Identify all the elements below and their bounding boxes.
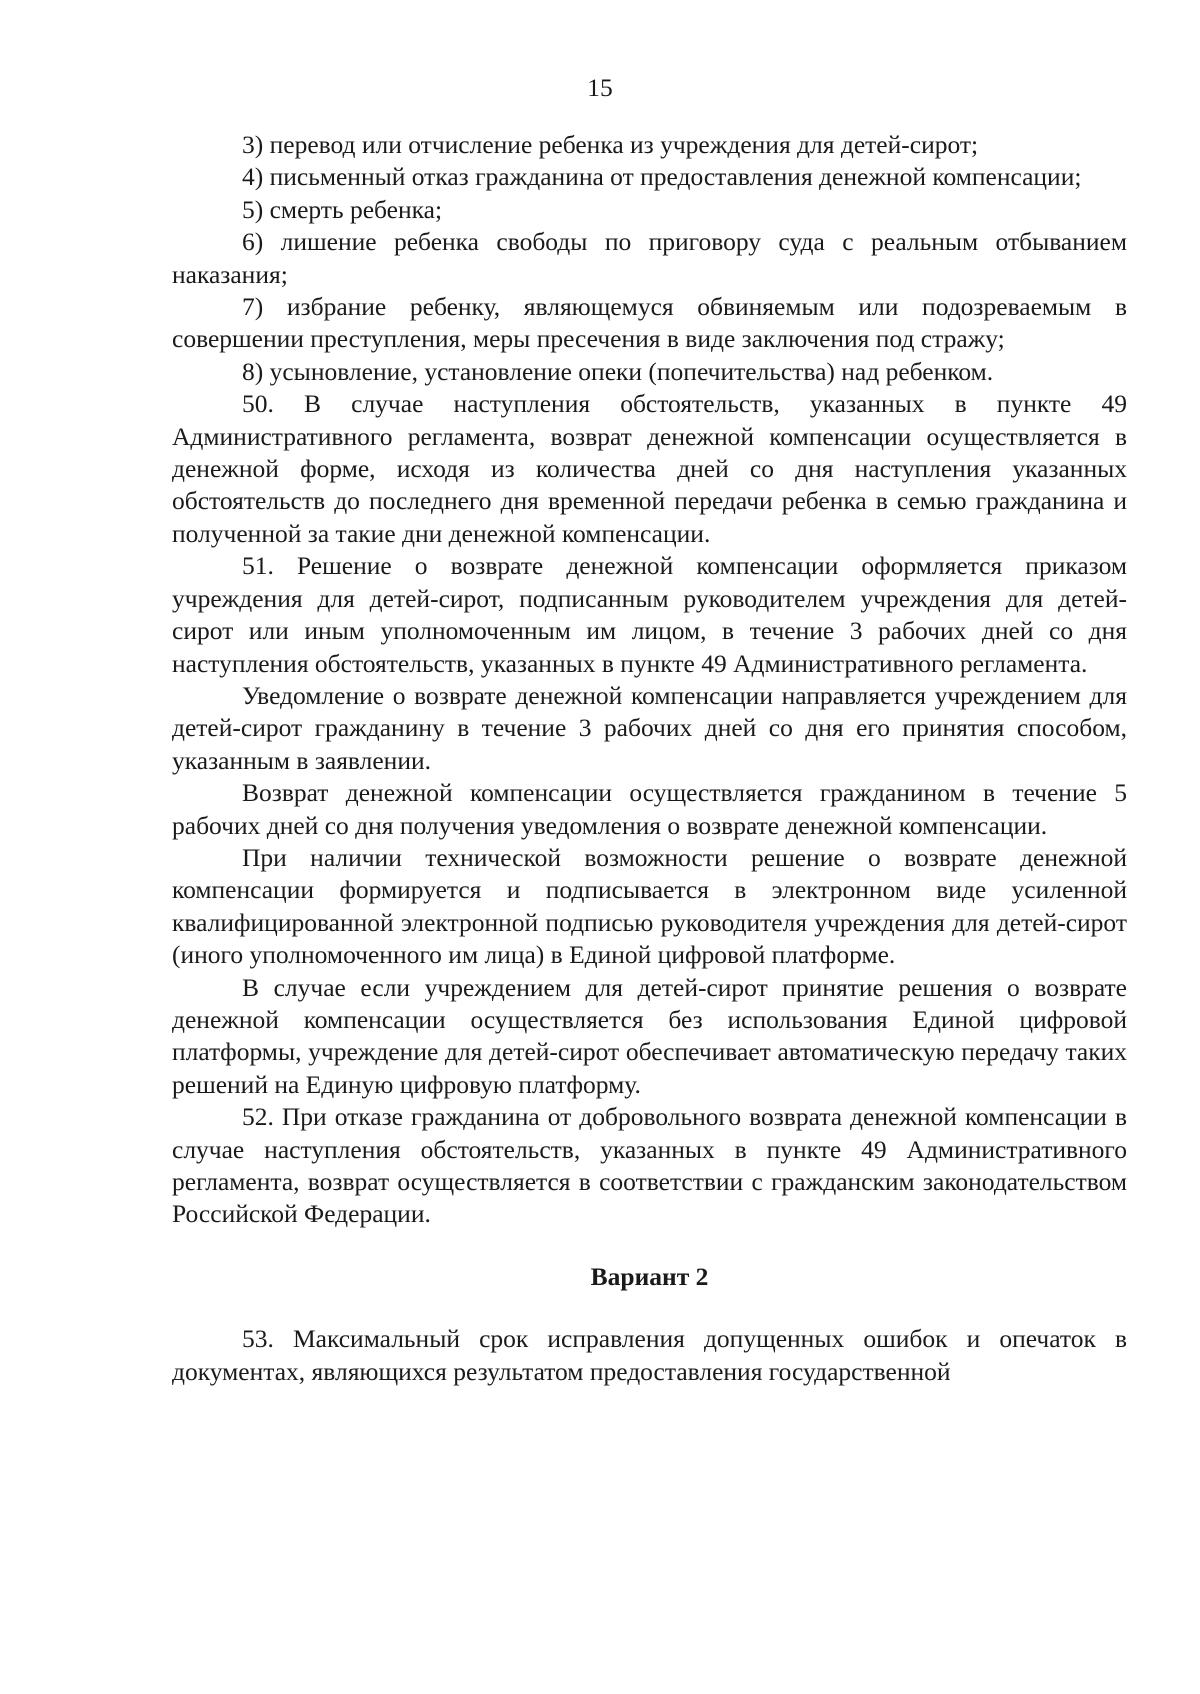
list-item-3: 3) перевод или отчисление ребенка из учреждения для детей-сирот; (242, 130, 979, 159)
list-item-6: 6) лишение ребенка свободы по приговору суда с реальным отбыванием наказания; (172, 227, 1127, 289)
paragraph-52: 52. При отказе гражданина от добровольного возврата денежной компенсации в случае наступления обстоятельств, указанных в пункте 49 Административного регламента, возврат осуществляется в соответствии с гражданским законодательством Российской Федерации. (172, 1102, 1127, 1229)
document-body (172, 129, 1127, 1388)
paragraph-51-electronic: При наличии технической возможности решение о возврате денежной компенсации формируется и подписывается в электронном виде усиленной квалифицированной электронной подписью руководителя учреждения для детей-сирот (иного уполномоченного им лица) в Единой цифровой платформе. (172, 842, 1127, 970)
list-item-4: 4) письменный отказ гражданина от предоставления денежной компенсации; (242, 162, 1082, 192)
page-number: 15 (587, 73, 613, 102)
paragraph-51: 51. Решение о возврате денежной компенсации оформляется приказом учреждения для детей-сирот, подписанным руководителем учреждения для детей-сирот или иным уполномоченным им лицом, в течение 3 рабочих дней со дня наступления обстоятельств, указанных в пункте 49 Административного регламента. (172, 551, 1127, 678)
paragraph-50: 50. В случае наступления обстоятельств, указанных в пункте 49 Административного регламента, возврат денежной компенсации осуществляется в денежной форме, исходя из количества дней со дня наступления указанных обстоятельств до последнего дня временной передачи ребенка в семью гражданина и полученной за такие дни денежной компенсации. (172, 389, 1127, 548)
paragraph-51-return: Возврат денежной компенсации осуществляется гражданином в течение 5 рабочих дней со дня получения уведомления о возврате денежной компенсации. (172, 778, 1127, 840)
section-heading: Вариант 2 (590, 1261, 709, 1291)
paragraph-51-notice: Уведомление о возврате денежной компенсации направляется учреждением для детей-сирот гражданину в течение 3 рабочих дней со дня его принятия способом, указанным в заявлении. (172, 680, 1127, 775)
list-item-5: 5) смерть ребенка; (242, 194, 443, 224)
paragraph-51-transfer: В случае если учреждением для детей-сирот принятие решения о возврате денежной компенсации осуществляется без использования Единой цифровой платформы, учреждение для детей-сирот обеспечивает автоматическую передачу таких решений на Единую цифровую платформу. (172, 972, 1127, 1099)
list-item-7: 7) избрание ребенку, являющемуся обвиняемым или подозреваемым в совершении преступления, меры пресечения в виде заключения под стражу; (172, 292, 1127, 354)
list-item-8: 8) усыновление, установление опеки (попечительства) над ребенком. (242, 356, 994, 386)
paragraph-53: 53. Максимальный срок исправления допущенных ошибок и опечаток в документах, являющихся результатом предоставления государственной (172, 1324, 1127, 1386)
